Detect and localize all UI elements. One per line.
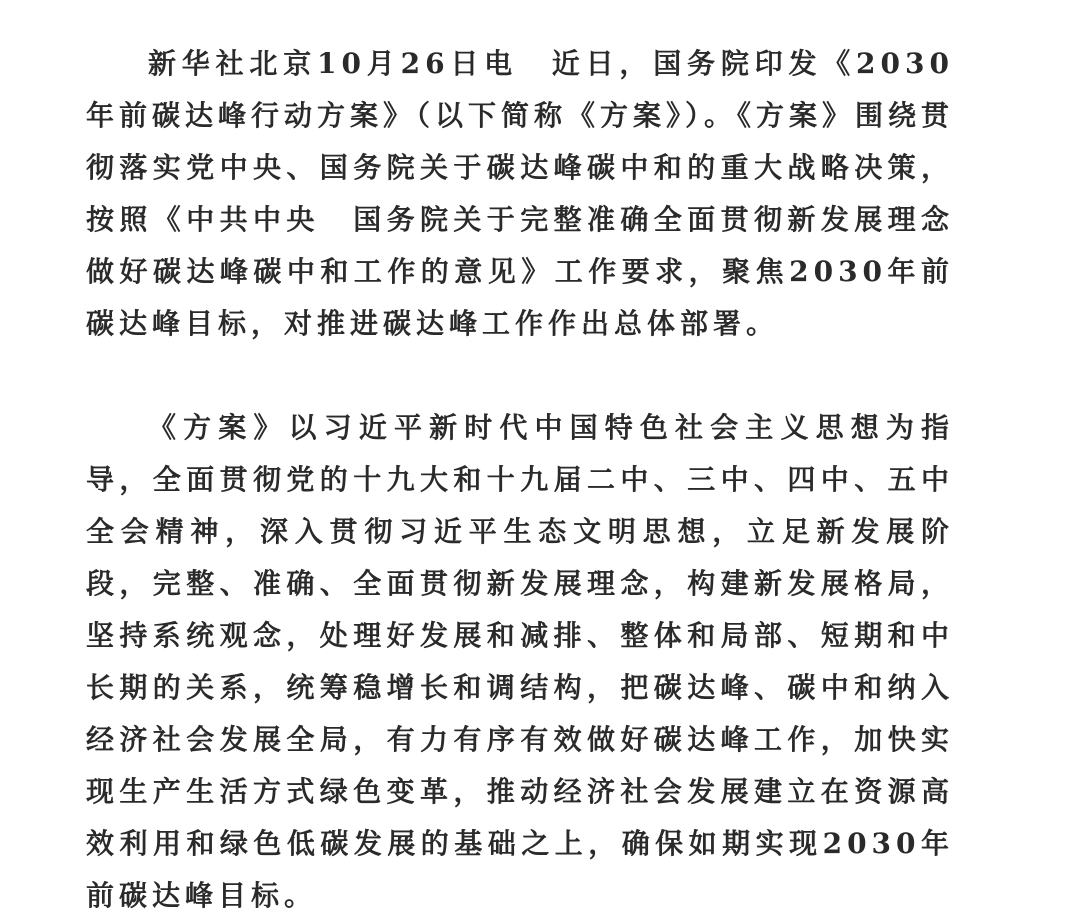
article-body: [86, 38, 954, 922]
article-paragraph-2: 《方案》以习近平新时代中国特色社会主义思想为指导，全面贯彻党的十九大和十九届二中、三中、四中、五中全会精神，深入贯彻习近平生态文明思想，立足新发展阶段，完整、准确、全面贯彻新发展理念，构建新发展格局，坚持系统观念，处理好发展和减排、整体和局部、短期和中长期的关系，统筹稳增长和调结构，把碳达峰、碳中和纳入经济社会发展全局，有力有序有效做好碳达峰工作，加快实现生产生活方式绿色变革，推动经济社会发展建立在资源高效利用和绿色低碳发展的基础之上，确保如期实现2030年前碳达峰目标。: [86, 411, 954, 912]
article-paragraph-1: 新华社北京10月26日电 近日，国务院印发《2030年前碳达峰行动方案》（以下简称《方案》）。《方案》围绕贯彻落实党中央、国务院关于碳达峰碳中和的重大战略决策，按照《中共中央 国务院关于完整准确全面贯彻新发展理念做好碳达峰碳中和工作的意见》工作要求，聚焦2030年前碳达峰目标，对推进碳达峰工作作出总体部署。: [86, 47, 955, 340]
